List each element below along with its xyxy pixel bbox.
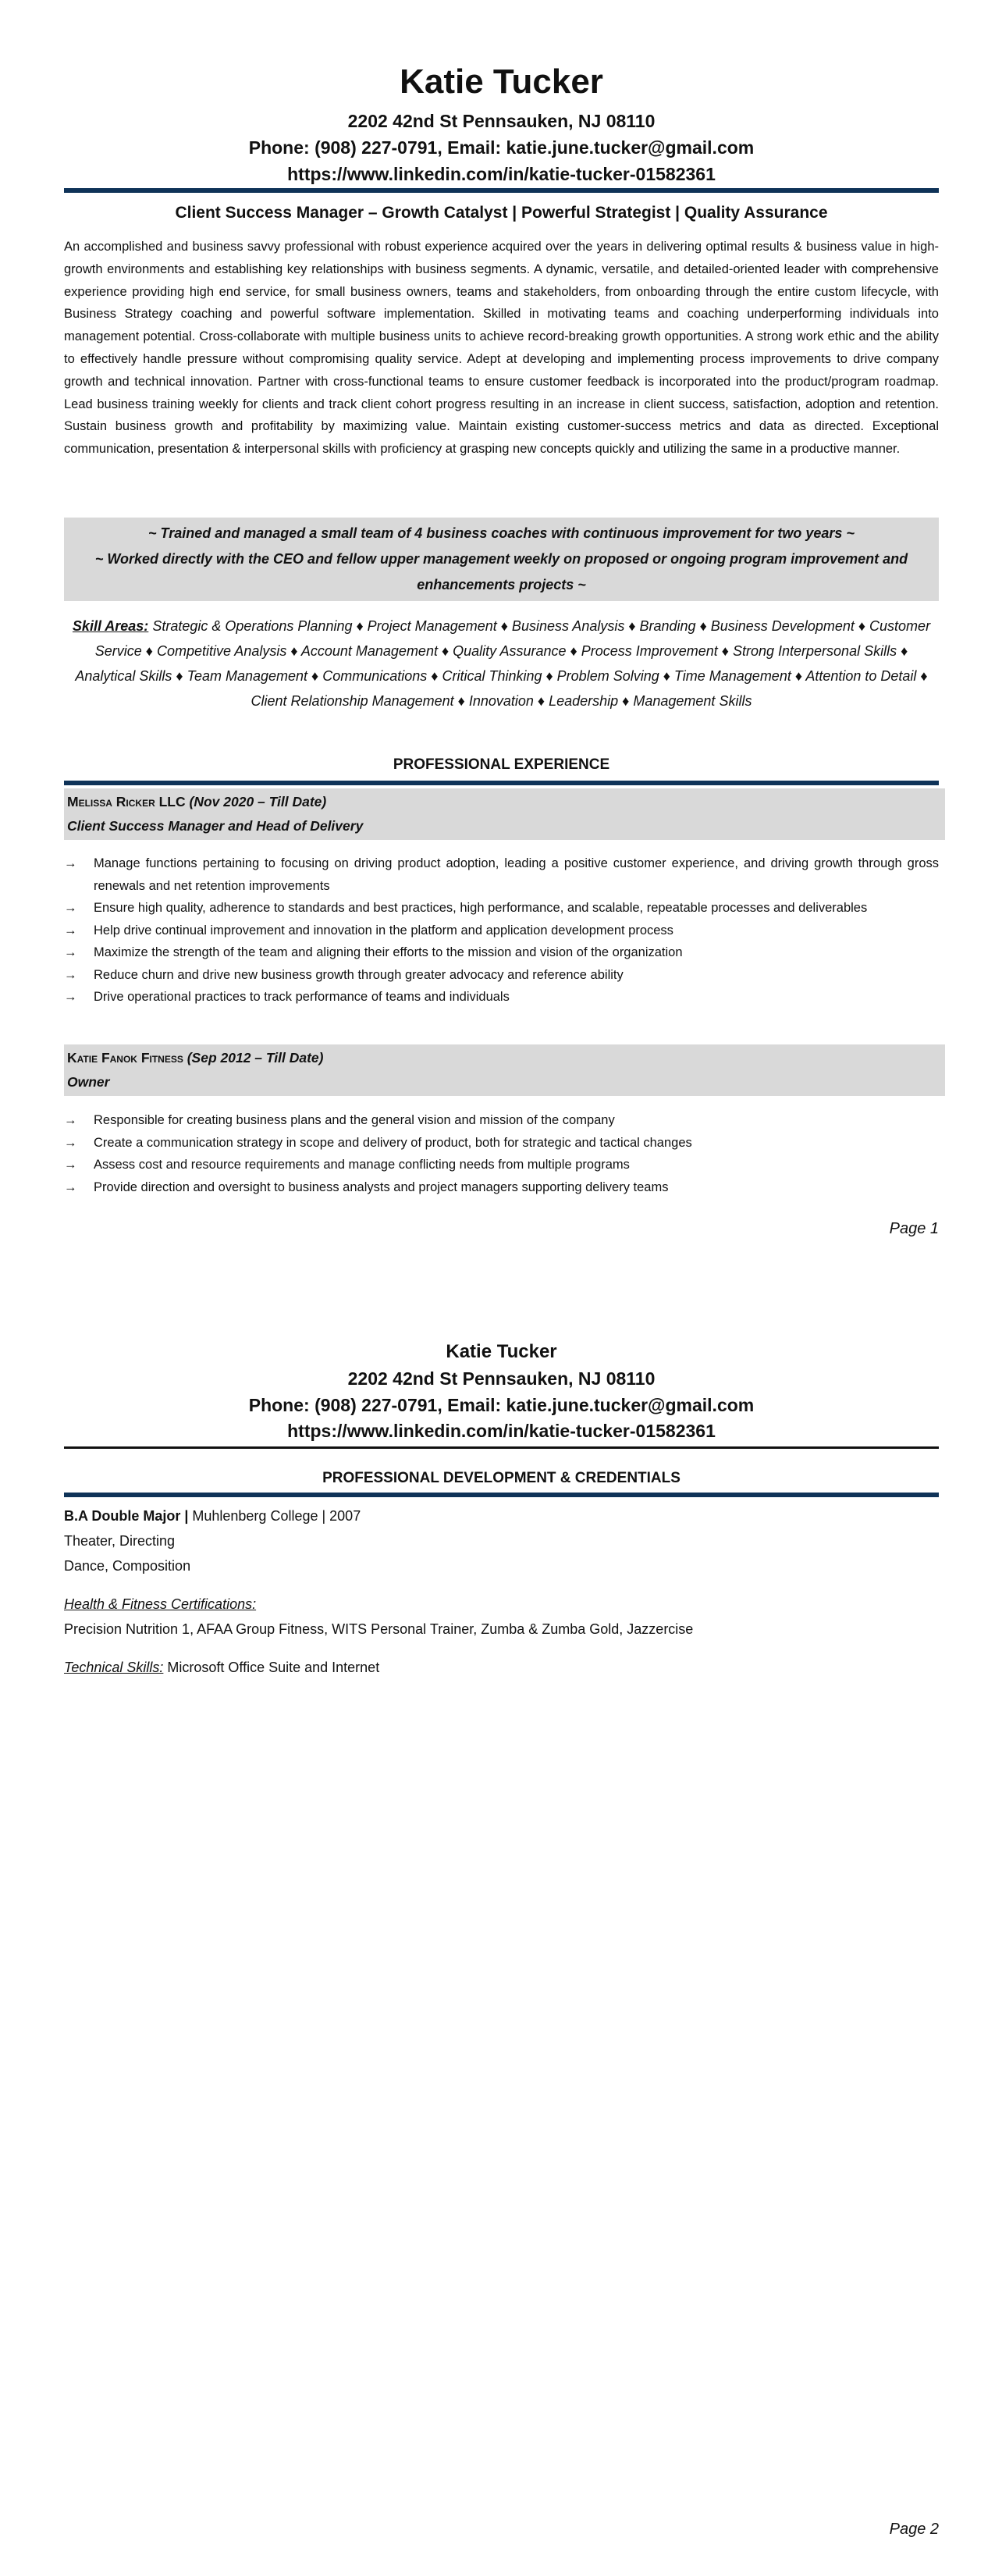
highlight: ~ Worked directly with the CEO and fellow upper management weekly on proposed or ongoing program improvement and enhancements projects ~: [94, 551, 908, 592]
technical-skills: Microsoft Office Suite and Internet: [163, 1660, 380, 1675]
headline: Client Success Manager – Growth Catalyst | Powerful Strategist | Quality Assurance: [175, 204, 828, 222]
list-item: [64, 1132, 939, 1155]
contact-line: Phone: (908) 227-0791, Email: katie.june.tucker@gmail.com: [248, 137, 755, 158]
arrow-icon: →: [64, 1135, 77, 1150]
skill-areas: [64, 614, 939, 713]
arrow-icon: →: [64, 945, 77, 959]
list-item: [64, 852, 939, 897]
job-header: [64, 788, 945, 840]
job-role: Client Success Manager and Head of Delivery: [67, 818, 364, 834]
arrow-icon: →: [64, 990, 77, 1004]
job-role: Owner: [67, 1074, 110, 1090]
linkedin-link[interactable]: https://www.linkedin.com/in/katie-tucker-01582361: [287, 164, 716, 184]
skill-list: Strategic & Operations Planning ♦ Project Management ♦ Business Analysis ♦ Branding ♦ Business Development ♦ Customer Service ♦ Competitive Analysis ♦ Account Management ♦ Quality Assurance ♦ Process Improvement ♦ Strong Interpersonal Skills ♦ Analytical Skills ♦ Team Management ♦ Communications ♦ Critical Thinking ♦ Problem Solving ♦ Time Management ♦ Attention to Detail ♦ Client Relationship Management ♦ Innovation ♦ Leadership ♦ Management Skills: [75, 618, 931, 709]
bullet-text: Ensure high quality, adherence to standards and best practices, high performance, and scalable, repeatable processes and deliverables: [94, 901, 868, 915]
bullet-text: Create a communication strategy in scope and delivery of product, both for strategic and tactical changes: [94, 1135, 692, 1150]
certifications: Precision Nutrition 1, AFAA Group Fitness, WITS Personal Trainer, Zumba & Zumba Gold, Jazzercise: [64, 1621, 694, 1637]
school: Muhlenberg College | 2007: [188, 1508, 361, 1524]
degree-line: [64, 1503, 939, 1528]
summary: An accomplished and business savvy professional with robust experience acquired over the years in delivering optimal results & business value in high-growth environments and establishing key relationships with business segments. A dynamic, versatile, and detailed-oriented leader with comprehensive experience providing high end service, for small business owners, teams and stakeholders, from onboarding through the entire custom lifecycle, with Business Strategy coaching and powerful software implementation. Skilled in motivating teams and coaching underperforming individuals into management potential. Cross-collaborate with multiple business units to achieve record-breaking growth opportunities. A strong work ethic and the ability to effectively handle pressure without compromising quality service. Adept at developing and implementing process improvements to drive company growth and technical innovation. Partner with cross-functional teams to ensure customer feedback is incorporated into the product/program roadmap. Lead business training weekly for clients and track client cohort progress resulting in an increase in client success, satisfaction, adoption and retention. Sustain business growth and profitability by maximizing value. Maintain existing customer-success metrics and data as directed. Exceptional communication, presentation & interpersonal skills with proficiency at grasping new concepts quickly and utilizing the same in a productive manner.: [64, 240, 939, 457]
job-bullets: [64, 1109, 939, 1198]
list-item: [64, 1176, 939, 1199]
page-number: Page 1: [889, 1220, 939, 1237]
linkedin-link[interactable]: https://www.linkedin.com/in/katie-tucker-01582361: [287, 1421, 716, 1441]
candidate-name: Katie Tucker: [400, 62, 603, 101]
bullet-text: Maximize the strength of the team and aligning their efforts to the mission and vision of the organization: [94, 945, 683, 959]
list-item: [64, 920, 939, 942]
contact-line: Phone: (908) 227-0791, Email: katie.june.tucker@gmail.com: [248, 1395, 755, 1415]
skill-areas-label: Skill Areas:: [72, 618, 149, 634]
arrow-icon: →: [64, 1158, 77, 1172]
arrow-icon: →: [64, 856, 77, 870]
highlight: ~ Trained and managed a small team of 4 business coaches with continuous improvement for two years ~: [148, 525, 855, 541]
list-item: [64, 897, 939, 920]
arrow-icon: →: [64, 1113, 77, 1127]
divider: [64, 781, 939, 785]
bullet-text: Help drive continual improvement and innovation in the platform and application development process: [94, 923, 673, 938]
job-dates: (Nov 2020 – Till Date): [189, 794, 327, 809]
arrow-icon: →: [64, 1179, 77, 1194]
technical-skills-label: Technical Skills:: [64, 1660, 164, 1675]
divider: [64, 1446, 939, 1449]
major: Theater, Directing: [64, 1533, 176, 1549]
section-title-credentials: PROFESSIONAL DEVELOPMENT & CREDENTIALS: [322, 1470, 681, 1486]
bullet-text: Assess cost and resource requirements and manage conflicting needs from multiple programs: [94, 1158, 630, 1172]
address: 2202 42nd St Pennsauken, NJ 08110: [347, 111, 656, 131]
bullet-text: Reduce churn and drive new business growth through greater advocacy and reference ability: [94, 967, 624, 982]
page-number: Page 2: [889, 2521, 939, 2538]
bullet-text: Manage functions pertaining to focusing on driving product adoption, leading a positive customer experience, and driving growth through gross renewals and net retention improvements: [94, 856, 939, 893]
list-item: [64, 941, 939, 964]
certifications-label: Health & Fitness Certifications:: [64, 1596, 257, 1612]
arrow-icon: →: [64, 901, 77, 915]
bullet-text: Drive operational practices to track performance of teams and individuals: [94, 990, 510, 1004]
list-item: [64, 1109, 939, 1132]
arrow-icon: →: [64, 967, 77, 982]
job-dates: (Sep 2012 – Till Date): [187, 1050, 324, 1066]
bullet-text: Provide direction and oversight to business analysts and project managers supporting delivery teams: [94, 1179, 669, 1194]
list-item: [64, 1154, 939, 1176]
list-item: [64, 986, 939, 1009]
divider: [64, 1493, 939, 1497]
list-item: [64, 964, 939, 987]
bullet-text: Responsible for creating business plans and the general vision and mission of the company: [94, 1113, 615, 1127]
divider: [64, 188, 939, 193]
candidate-name: Katie Tucker: [446, 1341, 557, 1362]
major: Dance, Composition: [64, 1558, 191, 1574]
arrow-icon: →: [64, 923, 77, 938]
job-header: [64, 1044, 945, 1096]
section-title-experience: PROFESSIONAL EXPERIENCE: [393, 756, 610, 773]
company: Katie Fanok Fitness: [67, 1050, 183, 1066]
credentials: [64, 1503, 939, 1680]
company: Melissa Ricker LLC: [67, 794, 186, 809]
highlights-box: [64, 518, 939, 601]
job-bullets: [64, 852, 939, 1009]
address: 2202 42nd St Pennsauken, NJ 08110: [347, 1368, 656, 1389]
degree: B.A Double Major |: [64, 1508, 189, 1524]
